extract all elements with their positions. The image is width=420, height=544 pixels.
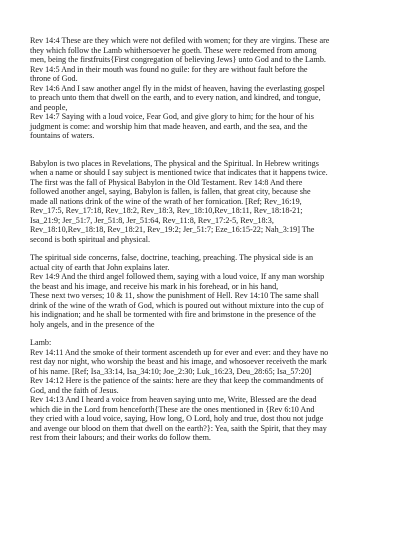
text-line: second is both spiritual and physical.	[30, 234, 151, 244]
text-line: they cried with a loud voice, saying, How long, O Lord, holy and true, dost thou not judge	[30, 414, 324, 423]
paragraph-spacer	[30, 244, 394, 253]
text-line: the beast and his image, and receive his mark in his forehead, or in his hand,	[30, 281, 279, 291]
paragraph-rev-14-11-to-13	[30, 338, 394, 443]
text-line: his indignation; and he shall be tormented with fire and brimstone in the presence of the	[30, 310, 316, 319]
text-line: of his name. [Ref; Isa_33:14, Isa_34:10; Joe_2:30; Luk_16:23, Deu_28:65; Isa_57:20]	[30, 366, 312, 376]
text-line: These next two verses; 10 & 11, show the punishment of Hell. Rev 14:10 The same shall	[30, 291, 319, 300]
text-line: rest from their labours; and their works do follow them.	[30, 433, 211, 442]
text-line: The first was the fall of Physical Babylon in the Old Testament. Rev 14:8 And there	[30, 177, 303, 187]
paragraph-rev-14-4-to-7	[30, 36, 394, 141]
text-line: actual city of earth that John explains later.	[30, 262, 170, 272]
text-line: and people,	[30, 102, 68, 112]
document-page	[30, 36, 394, 443]
text-line: which die in the Lord from henceforth{These are the ones mentioned in {Rev 6:10 And	[30, 404, 315, 414]
text-line: Rev 14:9 And the third angel followed them, saying with a loud voice, If any man worship	[30, 272, 325, 281]
text-line: Rev 14:5 And in their mouth was found no guile: for they are without fault before the	[30, 64, 308, 74]
paragraph-spacer	[30, 329, 394, 338]
text-line: fountains of waters.	[30, 131, 95, 140]
text-line: Rev 14:7 Saying with a loud voice, Fear God, and give glory to him; for the hour of his	[30, 112, 314, 121]
text-line: holy angels, and in the presence of the	[30, 319, 155, 329]
text-line: Lamb:	[30, 338, 52, 347]
text-line: Isa_21:9; Jer_51:7, Jer_51:8, Jer_51:64, Rev_11:8, Rev_17:2-5, Rev_18:3,	[30, 215, 274, 225]
text-line: drink of the wine of the wrath of God, which is poured out without mixture into the cup of	[30, 300, 324, 310]
text-line: men, being the firstfruits{First congregation of believing Jews} unto God and to the Lamb.	[30, 55, 326, 64]
text-line: they which follow the Lamb whithersoever he goeth. These were redeemed from among	[30, 45, 317, 55]
text-line: and avenge our blood on them that dwell on the earth?}: Yea, saith the Spirit, that they may	[30, 423, 327, 433]
text-line: God, and the faith of Jesus.	[30, 385, 119, 395]
section-spacer	[30, 141, 394, 159]
text-line: judgment is come: and worship him that made heaven, and earth, and the sea, and the	[30, 121, 308, 131]
text-line: Babylon is two places in Revelations, The physical and the Spiritual. In Hebrew writings	[30, 158, 319, 168]
text-line: made all nations drink of the wine of the wrath of her fornication. [Ref; Rev_16:19,	[30, 196, 302, 206]
text-line: Rev_18:10,Rev_18:18, Rev_18:21, Rev_19:2; Jer_51:7; Eze_16:15-22; Nah_3:19] The	[30, 225, 315, 234]
text-line: when a name or should I say subject is mentioned twice that indicates that it happens twice.	[30, 168, 328, 177]
text-line: Rev 14:4 These are they which were not defiled with women; for they are virgins. These are	[30, 36, 330, 45]
text-line: Rev 14:13 And I heard a voice from heaven saying unto me, Write, Blessed are the dead	[30, 395, 317, 404]
text-line: throne of God.	[30, 74, 78, 83]
paragraph-babylon	[30, 159, 394, 245]
paragraph-spiritual-side	[30, 253, 394, 329]
text-line: Rev 14:6 And I saw another angel fly in the midst of heaven, having the everlasting gospel	[30, 83, 325, 93]
text-line: Rev 14:12 Here is the patience of the saints: here are they that keep the commandments of	[30, 376, 324, 385]
text-line: to preach unto them that dwell on the earth, and to every nation, and kindred, and tongue,	[30, 93, 321, 102]
text-line: The spiritual side concerns, false, doctrine, teaching, preaching. The physical side is an	[30, 253, 314, 262]
text-line: Rev 14:11 And the smoke of their torment ascendeth up for ever and ever: and they have no	[30, 347, 329, 357]
text-line: followed another angel, saying, Babylon is fallen, is fallen, that great city, because she	[30, 187, 311, 196]
text-line: Rev_17:5, Rev_17:18, Rev_18:2, Rev_18:3, Rev_18:10,Rev_18:11, Rev_18:18-21;	[30, 206, 303, 215]
text-line: rest day nor night, who worship the beast and his image, and whosoever receiveth the mark	[30, 357, 327, 366]
